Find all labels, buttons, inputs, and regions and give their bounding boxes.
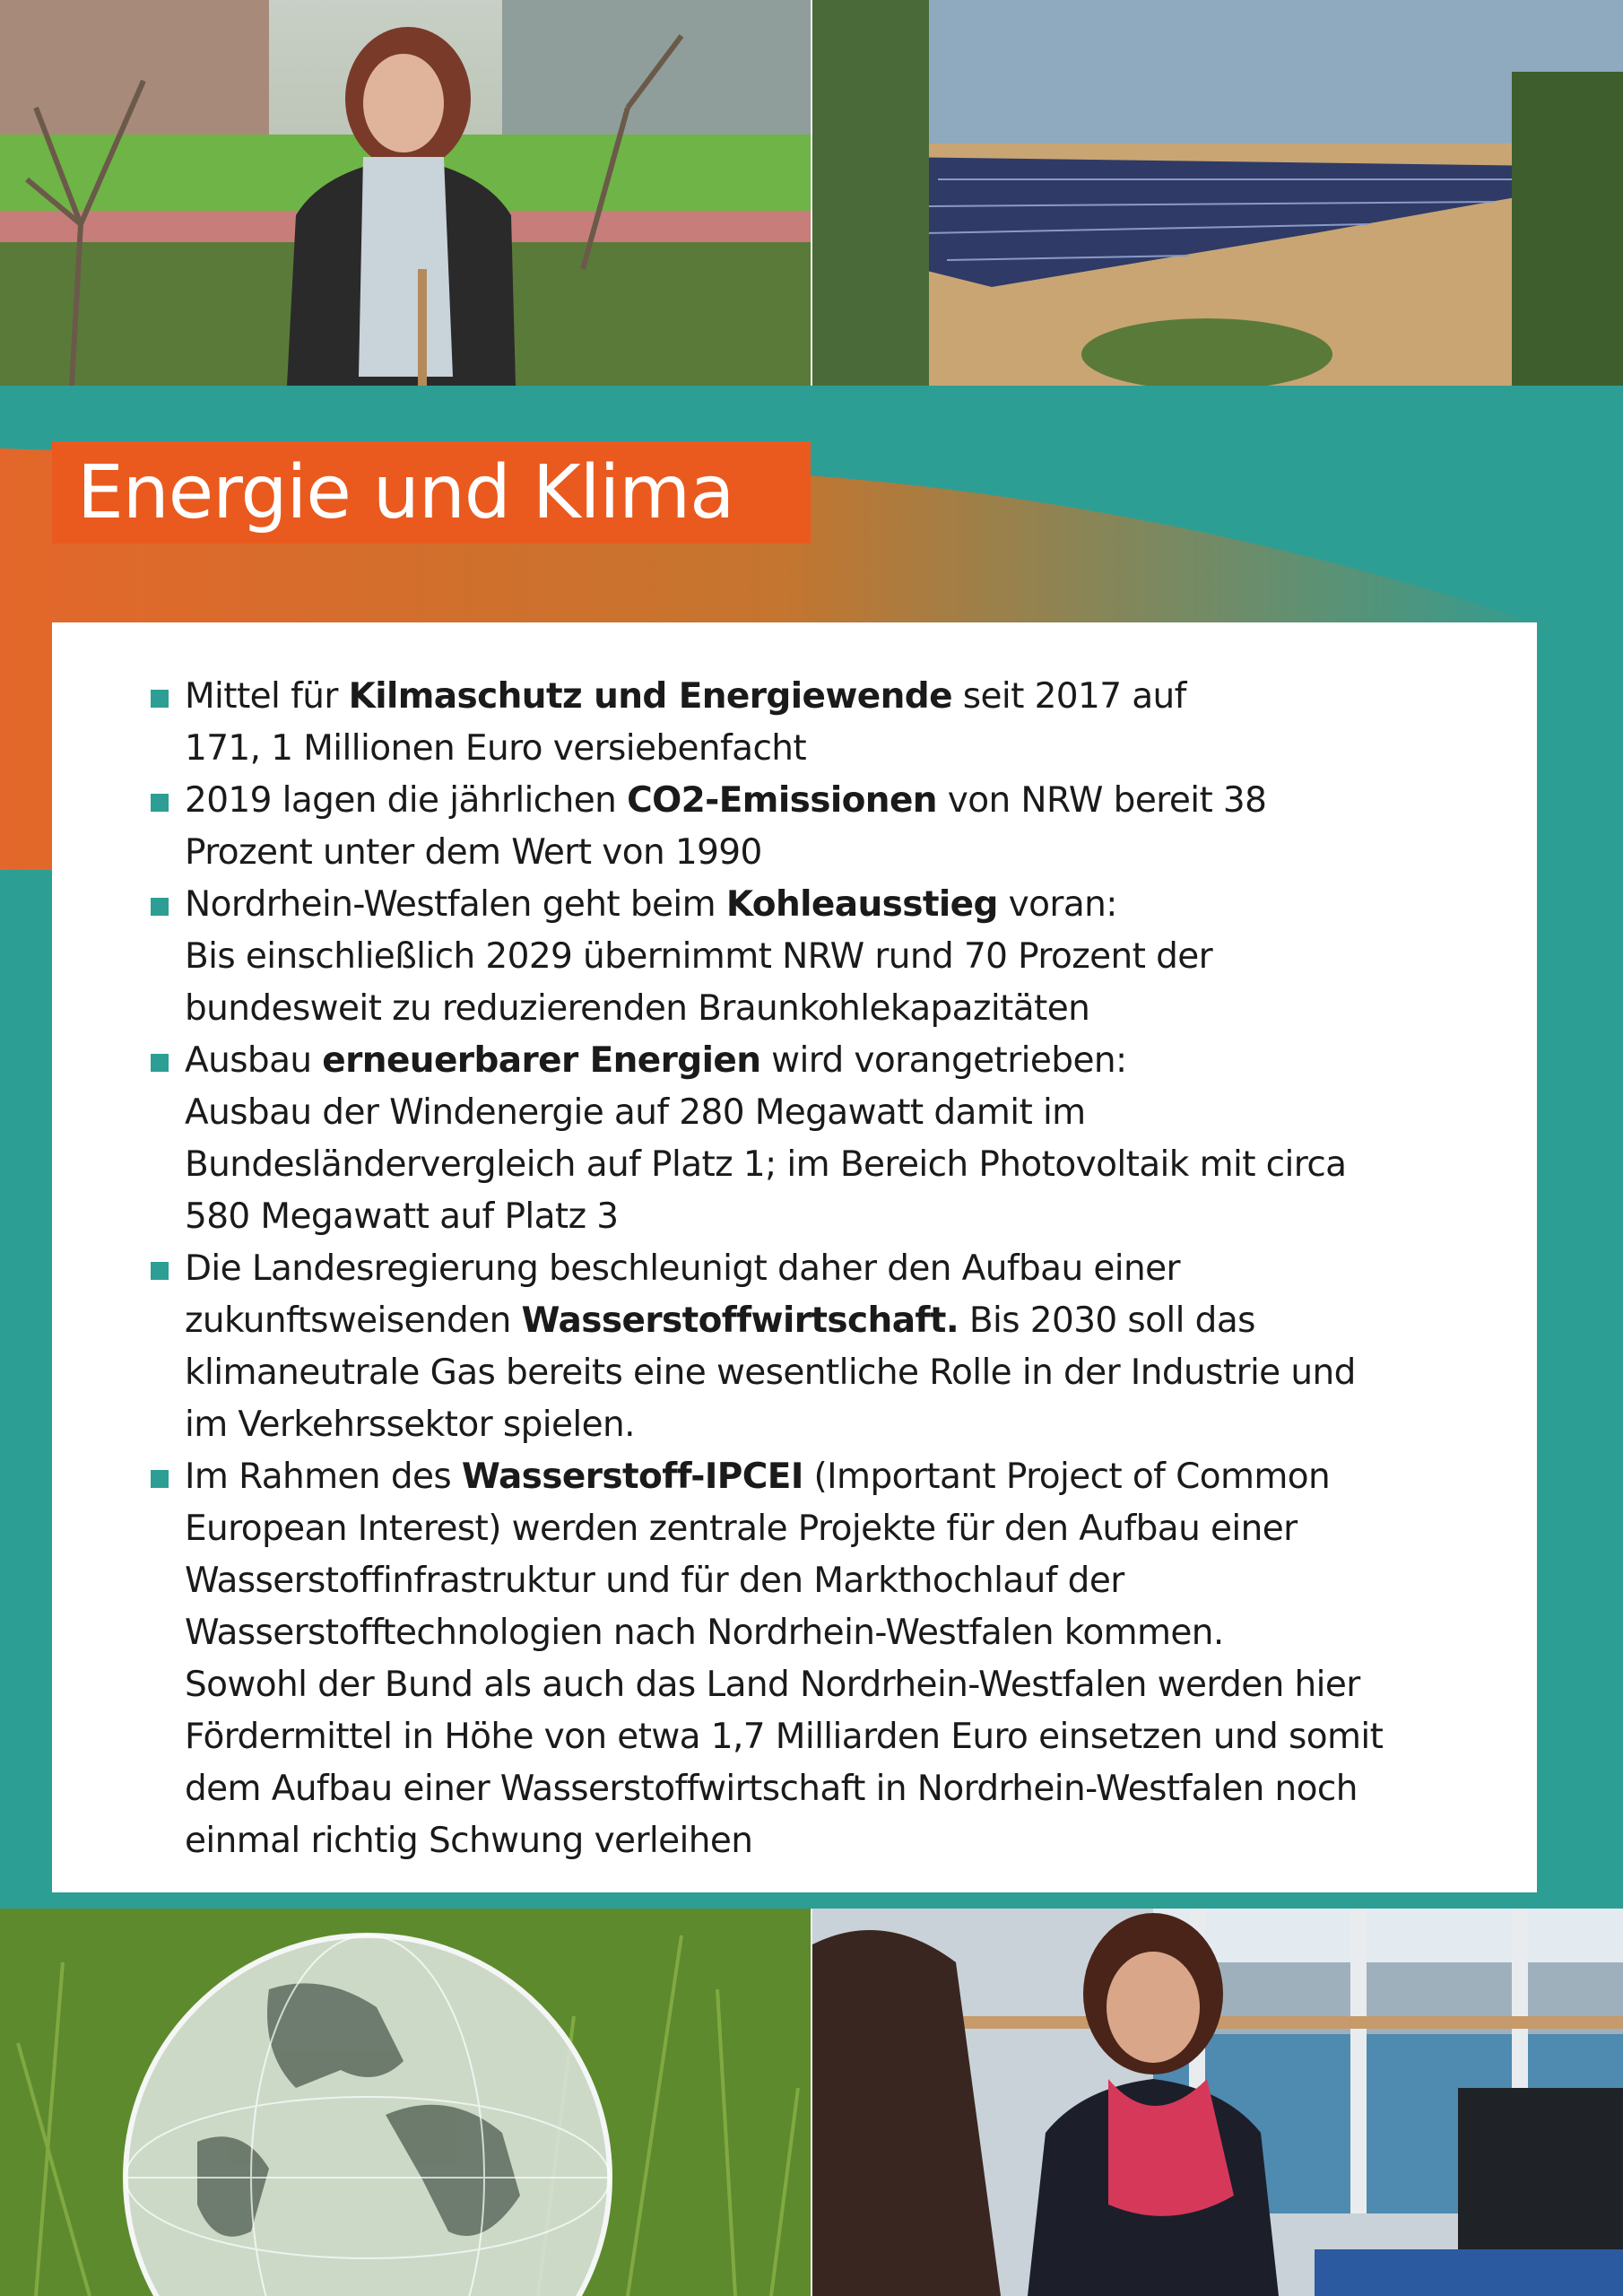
text: European Interest) werden zentrale Projekte für den Aufbau einer bbox=[185, 1509, 1298, 1549]
text: von NRW bereit 38 bbox=[936, 780, 1267, 821]
bullet-square-icon bbox=[151, 1470, 169, 1488]
text: wird vorangetrieben: bbox=[760, 1040, 1127, 1081]
list-item bbox=[151, 775, 1496, 879]
list-item bbox=[151, 1243, 1496, 1451]
woman-in-garden-photo bbox=[0, 0, 811, 386]
text: dem Aufbau einer Wasserstoffwirtschaft in Nordrhein-Westfalen noch bbox=[185, 1769, 1358, 1809]
text: Bis einschließlich 2029 übernimmt NRW rund 70 Prozent der bbox=[185, 936, 1213, 977]
text: Im Rahmen des bbox=[185, 1457, 462, 1497]
text: Nordrhein-Westfalen geht beim bbox=[185, 884, 726, 925]
text: Fördermittel in Höhe von etwa 1,7 Milliarden Euro einsetzen und somit bbox=[185, 1717, 1384, 1757]
text: 580 Megawatt auf Platz 3 bbox=[185, 1196, 619, 1237]
title-box bbox=[52, 441, 811, 544]
bullet-square-icon bbox=[151, 1262, 169, 1280]
text: bundesweit zu reduzierenden Braunkohlekapazitäten bbox=[185, 988, 1090, 1029]
bold-text: Kilmaschutz und Energiewende bbox=[348, 676, 952, 717]
text: voran: bbox=[997, 884, 1117, 925]
content-card bbox=[52, 622, 1537, 1892]
list-item bbox=[151, 1451, 1496, 1867]
bold-text: Wasserstoff-IPCEI bbox=[461, 1457, 803, 1497]
text: Sowohl der Bund als auch das Land Nordrhein-Westfalen werden hier bbox=[185, 1665, 1360, 1705]
text: Ausbau der Windenergie auf 280 Megawatt damit im bbox=[185, 1092, 1086, 1133]
text: Bundesländervergleich auf Platz 1; im Bereich Photovoltaik mit circa bbox=[185, 1144, 1347, 1185]
woman-at-meeting-photo bbox=[812, 1909, 1623, 2296]
list-item bbox=[151, 879, 1496, 1035]
text: Mittel für bbox=[185, 676, 349, 717]
text: Die Landesregierung beschleunigt daher den Aufbau einer bbox=[185, 1248, 1180, 1289]
text: Wasserstoffinfrastruktur und für den Markthochlauf der bbox=[185, 1561, 1124, 1601]
bold-text: Kohleausstieg bbox=[725, 884, 998, 925]
bullet-square-icon bbox=[151, 794, 169, 812]
text: Ausbau bbox=[185, 1040, 323, 1081]
bullet-square-icon bbox=[151, 690, 169, 708]
text: klimaneutrale Gas bereits eine wesentliche Rolle in der Industrie und bbox=[185, 1352, 1356, 1393]
text: Bis 2030 soll das bbox=[959, 1300, 1255, 1341]
bullet-square-icon bbox=[151, 1054, 169, 1072]
text: 2019 lagen die jährlichen bbox=[185, 780, 628, 821]
text: seit 2017 auf bbox=[951, 676, 1186, 717]
text: Prozent unter dem Wert von 1990 bbox=[185, 832, 762, 873]
bullet-list bbox=[151, 671, 1496, 1867]
text: einmal richtig Schwung verleihen bbox=[185, 1821, 753, 1861]
text: (Important Project of Common bbox=[803, 1457, 1331, 1497]
text: 171, 1 Millionen Euro versiebenfacht bbox=[185, 728, 807, 769]
solar-park-photo bbox=[812, 0, 1623, 386]
list-item bbox=[151, 1035, 1496, 1243]
text: Wasserstofftechnologien nach Nordrhein-Westfalen kommen. bbox=[185, 1613, 1224, 1653]
bold-text: Wasserstoffwirtschaft. bbox=[521, 1300, 959, 1341]
glass-globe-in-grass-photo bbox=[0, 1909, 811, 2296]
text: im Verkehrssektor spielen. bbox=[185, 1405, 635, 1445]
page-title: Energie und Klima bbox=[77, 449, 734, 535]
bold-text: CO2-Emissionen bbox=[627, 780, 937, 821]
text: zukunftsweisenden bbox=[185, 1300, 522, 1341]
list-item bbox=[151, 671, 1496, 775]
bullet-square-icon bbox=[151, 898, 169, 916]
bold-text: erneuerbarer Energien bbox=[322, 1040, 761, 1081]
